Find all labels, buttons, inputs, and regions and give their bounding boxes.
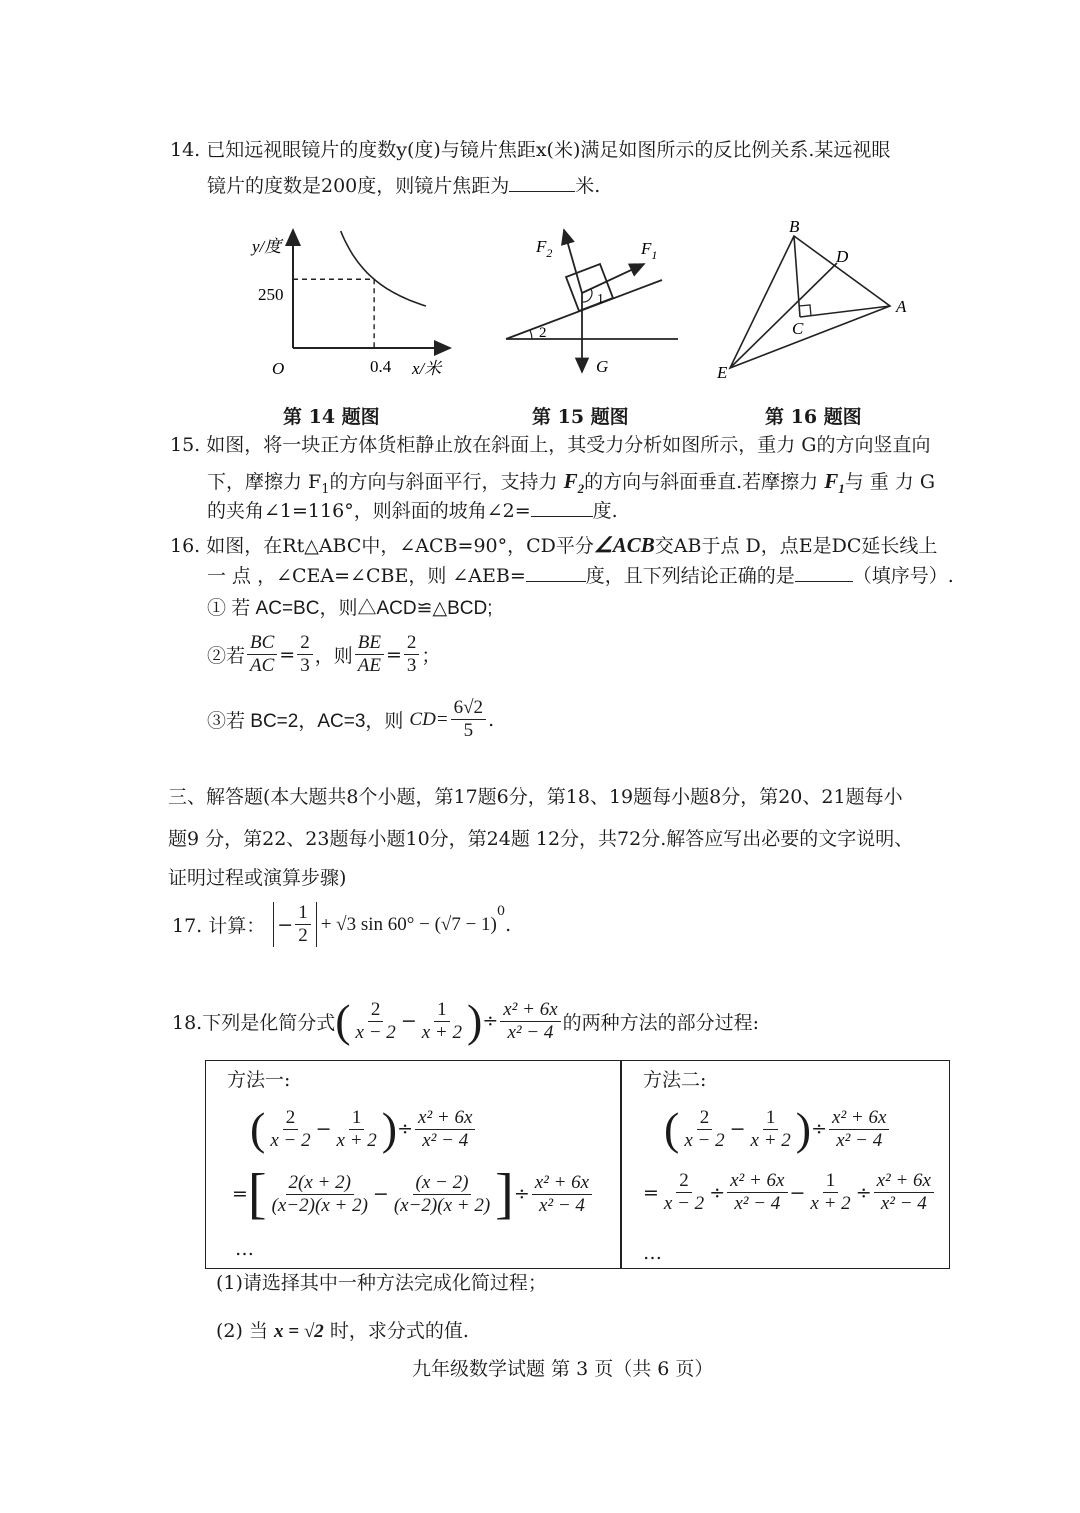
answer-blank-q16-choice[interactable] <box>795 561 853 582</box>
y-tick-label: 250 <box>258 285 284 304</box>
segment-ED <box>730 263 837 368</box>
vertex-A: A <box>896 297 907 316</box>
answer-blank-q14[interactable] <box>509 171 575 192</box>
q16-text-line2b: 度，且下列结论正确的是 <box>585 565 795 587</box>
q16-text-line1b: 交AB于点 D，点E是DC延长线上 <box>654 535 938 557</box>
q16-item1: ① 若 AC=BC，则△ACD≌△BCD; <box>207 598 493 619</box>
fraction: $\frac{\text{x² + 6x}}{\text{x² − 4}}$ <box>727 1170 787 1215</box>
q15-text-line2b: 的方向与斜面平行，支持力 <box>329 471 558 493</box>
q15-text-line2a: 下，摩擦力 F <box>207 471 322 493</box>
page-footer: 九年级数学试题 第 3 页（共 6 页） <box>412 1358 714 1380</box>
friction-arrow <box>582 264 644 293</box>
x-tick-label: 0.4 <box>370 357 392 376</box>
q14-number: 14. <box>170 139 201 161</box>
point-D: D <box>836 247 849 266</box>
q15-line3 <box>207 494 618 528</box>
q17-end: . <box>505 913 512 936</box>
q18-suffix: 的两种方法的部分过程: <box>562 1011 760 1034</box>
minus-sign: − <box>315 1118 332 1140</box>
x-axis-label: x/米 <box>412 359 442 378</box>
q15-number: 15. <box>170 434 201 456</box>
q15-text-line3b: 度. <box>592 500 618 522</box>
label-F2: $F_2$ <box>536 237 553 260</box>
section3-heading-line1: 三、解答题(本大题共8个小题，第17题6分，第18、19题每小题8分，第20、21题每小 <box>168 786 903 808</box>
q18-sub2-prefix: (2) 当 <box>216 1320 268 1342</box>
divide-sign: ÷ <box>482 1010 499 1032</box>
fraction: $\frac{\text{x² + 6x}}{\text{x² − 4}}$ <box>874 1170 934 1215</box>
label-F1: $F_1$ <box>641 239 658 262</box>
triangle-ABE <box>730 236 890 368</box>
fraction: $\frac{1}{x + 2}$ <box>336 1106 377 1151</box>
q18-subquestion-2 <box>216 1314 469 1349</box>
q16-item2-end: ； <box>421 645 441 667</box>
fraction-2-over-x-2: $\frac{2}{x - 2}$ <box>355 998 396 1043</box>
q15-f2-symbol: $F_2$ <box>563 469 585 497</box>
label-G: G <box>596 357 609 376</box>
x-value: x = √2 <box>274 1321 324 1342</box>
methods-divider <box>620 1060 622 1268</box>
divide-sign: ÷ <box>811 1118 828 1140</box>
fraction-6root2-5: $\frac{6√2}{5}$ <box>451 697 486 742</box>
minus-sign: − <box>372 1183 389 1205</box>
q16-item3-end: . <box>488 708 495 731</box>
method1-step1 <box>232 1163 594 1225</box>
fraction-1-over-x+2: $\frac{1}{x + 2}$ <box>421 998 462 1043</box>
absolute-value <box>273 902 316 947</box>
q14-text-line2a: 镜片的度数是200度，则镜片焦距为 <box>207 175 510 197</box>
q18-subquestion-1: (1)请选择其中一种方法完成化简过程； <box>216 1272 547 1294</box>
right-angle-mark <box>799 305 811 316</box>
q14-text-line1: 已知远视眼镜片的度数y(度)与镜片焦距x(米)满足如图所示的反比例关系.某远视眼 <box>206 139 891 161</box>
section3-heading-line3: 证明过程或演算步骤) <box>168 867 347 889</box>
figure-16-caption: 第 16 题图 <box>765 406 862 428</box>
right-bracket: ] <box>495 1163 514 1225</box>
q16-line2 <box>207 559 954 593</box>
method2-ellipsis: … <box>643 1242 662 1264</box>
fraction: $\frac{\text{x² + 6x}}{\text{x² − 4}}$ <box>532 1172 592 1217</box>
q16-item2-then: ，则 <box>314 645 353 667</box>
origin-label: O <box>272 359 285 378</box>
minus-sign: − <box>400 1010 417 1032</box>
right-paren: ) <box>795 1103 812 1154</box>
label-angle-2: 2 <box>539 325 547 341</box>
inverse-curve <box>341 231 426 306</box>
answer-blank-q16-angle[interactable] <box>526 561 586 582</box>
q18-sub2-suffix: 时，求分式的值. <box>329 1320 469 1342</box>
y-axis-label: y/度 <box>252 237 282 256</box>
q16-item2 <box>207 632 440 677</box>
figure-14-caption: 第 14 题图 <box>283 406 380 428</box>
q16-item3 <box>207 697 494 742</box>
method1-title: 方法一: <box>227 1069 291 1091</box>
box-square <box>566 264 613 311</box>
answer-blank-q15[interactable] <box>531 496 593 517</box>
fraction: $\frac{2}{x - 2}$ <box>270 1106 311 1151</box>
q17-label: 17. 计算： <box>172 915 266 937</box>
q14-text-line2b: 米. <box>575 175 601 197</box>
fraction-2-3: $\frac{2}{3}$ <box>404 632 420 677</box>
fraction: $\frac{(x - 2)}{(x-2)(x + 2)}$ <box>393 1171 491 1216</box>
q15-text-line1: 如图，将一块正方体货柜静止放在斜面上，其受力分析如图所示，重力 G的方向竖直向 <box>206 434 931 456</box>
left-paren: ( <box>335 995 351 1046</box>
left-paren: ( <box>664 1103 680 1154</box>
figure-15-incline <box>496 222 686 390</box>
q16-angle-acb: ∠ACB <box>593 533 655 557</box>
label-angle-1: 1 <box>597 292 604 307</box>
minus-sign: − <box>277 913 294 936</box>
q16-text-line1a: 如图，在Rt△ABC中，∠ACB=90°，CD平分 <box>206 535 594 557</box>
q16-number: 16. <box>170 535 201 557</box>
q16-text-line2a: 一 点 ，∠CEA=∠CBE，则 ∠AEB= <box>207 565 526 587</box>
divide-sign: ÷ <box>513 1183 530 1205</box>
divide-sign: ÷ <box>855 1181 872 1204</box>
q18-intro <box>172 995 760 1046</box>
support-arrow <box>564 230 582 293</box>
method2-step1 <box>643 1170 936 1215</box>
fraction: $\frac{\text{x² + 6x}}{\text{x² − 4}}$ <box>415 1107 475 1152</box>
q15-line1 <box>170 428 931 462</box>
left-bracket: [ <box>247 1163 267 1225</box>
method1-ellipsis: … <box>235 1238 254 1260</box>
cd-label: CD= <box>409 708 449 730</box>
minus-sign: − <box>729 1118 746 1140</box>
q16-item3-prefix: ③若 BC=2，AC=3，则 <box>207 711 404 732</box>
right-paren: ) <box>381 1103 398 1154</box>
vertex-B: B <box>789 217 800 236</box>
figure-15-caption: 第 15 题图 <box>532 406 629 428</box>
fraction-bc-ac: $\frac{BC}{AC}$ <box>247 632 277 677</box>
divide-sign: ÷ <box>709 1181 726 1204</box>
q15-text-line2c: 的方向与斜面垂直.若摩擦力 <box>584 471 819 493</box>
fraction: $\frac{2}{x - 2}$ <box>684 1106 725 1151</box>
equals-sign: = <box>385 643 402 666</box>
fraction: $\frac{2}{x - 2}$ <box>663 1170 705 1214</box>
q15-f1-symbol: $F_1$ <box>824 469 845 497</box>
q16-item2-prefix: ②若 <box>207 645 246 667</box>
methods-table <box>205 1060 950 1269</box>
q17-rest: + √3 sin 60° − (√7 − 1) <box>320 913 497 935</box>
equals-sign: = <box>643 1181 659 1204</box>
angle-2-arc <box>530 330 532 339</box>
divide-sign: ÷ <box>397 1118 414 1140</box>
fraction-1-2: $\frac{1}{2}$ <box>295 902 311 947</box>
fraction-be-ae: $\frac{BE}{AE}$ <box>355 632 384 677</box>
q17-expression <box>172 902 511 947</box>
method2-title: 方法二: <box>643 1069 707 1091</box>
fraction-2-3: $\frac{2}{3}$ <box>297 632 313 677</box>
q14-line1 <box>170 133 890 167</box>
section3-heading-line2: 题9 分，第22、23题每小题10分，第24题 12分，共72分.解答应写出必要的文字说明、 <box>168 828 914 850</box>
fraction: $\frac{1}{x + 2}$ <box>750 1106 791 1151</box>
left-paren: ( <box>250 1103 266 1154</box>
q17-exponent: 0 <box>496 904 506 919</box>
q15-text-line2d: 与 重 力 G <box>844 471 935 493</box>
right-paren: ) <box>467 995 483 1046</box>
q15-sub-1: 1 <box>321 481 330 497</box>
q16-line1 <box>170 528 937 563</box>
q16-text-line2c: （填序号）. <box>852 565 954 587</box>
method2-expression <box>664 1103 891 1154</box>
q18-prefix: 18.下列是化简分式 <box>172 1011 336 1034</box>
figure-16-triangle <box>712 214 922 386</box>
fraction: $\frac{2(x + 2)}{(x-2)(x + 2)}$ <box>271 1171 368 1216</box>
equals-sign: = <box>279 643 296 666</box>
method1-expression <box>250 1103 477 1154</box>
vertex-C: C <box>792 319 804 338</box>
q14-line2 <box>207 169 600 203</box>
equals-sign: = <box>232 1183 248 1205</box>
figure-14-graph <box>240 222 470 390</box>
q15-text-line3a: 的夹角∠1=116°，则斜面的坡角∠2= <box>207 500 531 522</box>
point-E: E <box>717 363 728 382</box>
fraction-x2+6x-over-x2-4: $\frac{\text{x² + 6x}}{\text{x² − 4}}$ <box>500 999 560 1044</box>
minus-sign: − <box>789 1181 806 1204</box>
fraction: $\frac{\text{x² + 6x}}{\text{x² − 4}}$ <box>829 1107 889 1152</box>
fraction: $\frac{1}{x + 2}$ <box>810 1170 851 1214</box>
